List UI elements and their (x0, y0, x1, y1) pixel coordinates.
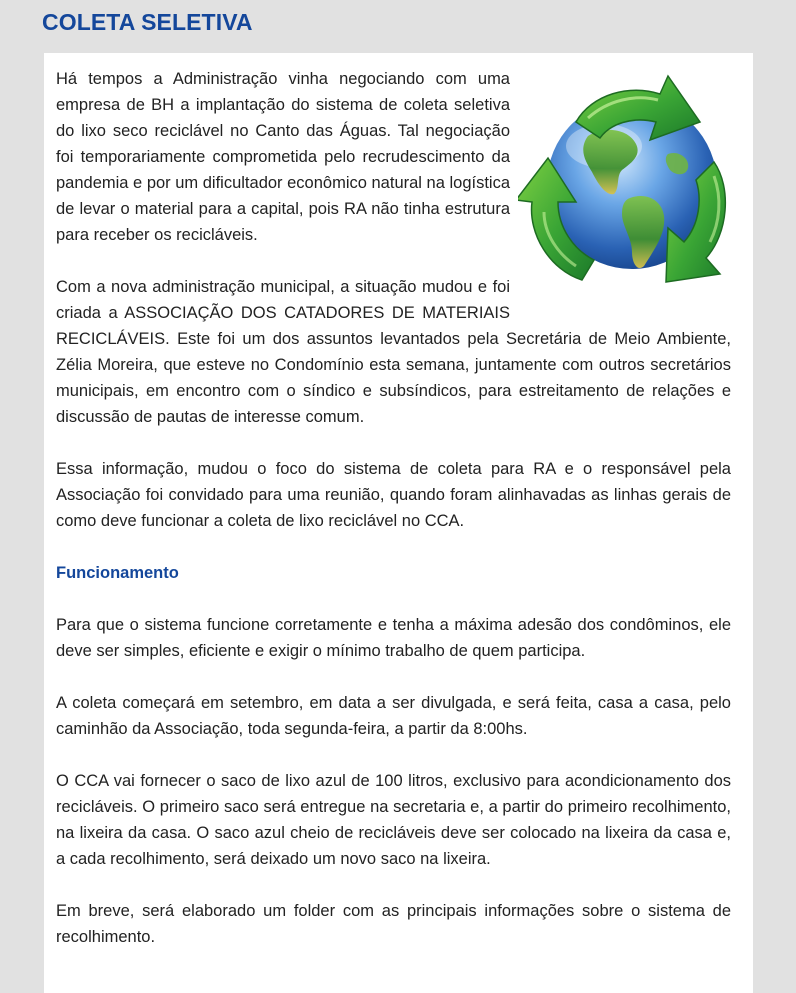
paragraph-section-2: A coleta começará em setembro, em data a ser divulgada, e será feita, casa a casa, pelo caminhão da Associação, toda segunda-feira, a partir da 8:00hs. (56, 694, 731, 738)
recycle-globe-icon (518, 66, 748, 306)
recycle-globe-image (518, 66, 748, 306)
paragraph-section-4: Em breve, será elaborado um folder com as principais informações sobre o sistema de recolhimento. (56, 902, 731, 946)
paragraph-section-1: Para que o sistema funcione corretamente e tenha a máxima adesão dos condôminos, ele deve ser simples, eficiente e exigir o mínimo trabalho de quem participa. (56, 616, 731, 660)
section-heading-funcionamento: Funcionamento (56, 564, 179, 582)
paragraph-intro-1: Há tempos a Administração vinha negociando com uma empresa de BH a implantação do sistema de coleta seletiva do lixo seco reciclável no Canto das Águas. Tal negociação foi temporariamente comprometida pelo recrudescimento da pandemia e por um dificultador econômico natural na logística de levar o material para a capital, pois RA não tinha estrutura para receber os recicláveis. (56, 70, 511, 244)
article-body (56, 66, 731, 976)
paragraph-intro-2: Com a nova administração municipal, a situação mudou e foi criada a ASSOCIAÇÃO DOS CATADORES DE MATERIAIS RECICLÁVEIS. Este foi um dos assuntos levantados pela Secretária de Meio Ambiente, Zélia Moreira, que esteve no Condomínio esta semana, juntamente com outros secretários municipais, em encontro com o síndico e subsíndicos, para estreitamento de relações e discussão de pautas de interesse comum. (56, 278, 731, 426)
page-title: COLETA SELETIVA (42, 9, 253, 35)
article-card (44, 53, 753, 993)
paragraph-section-3: O CCA vai fornecer o saco de lixo azul de 100 litros, exclusivo para acondicionamento dos recicláveis. O primeiro saco será entregue na secretaria e, a partir do primeiro recolhimento, na lixeira da casa. O saco azul cheio de recicláveis deve ser colocado na lixeira da casa e, a cada recolhimento, será deixado um novo saco na lixeira. (56, 772, 731, 868)
paragraph-intro-3: Essa informação, mudou o foco do sistema de coleta para RA e o responsável pela Associação foi convidado para uma reunião, quando foram alinhavadas as linhas gerais de como deve funcionar a coleta de lixo reciclável no CCA. (56, 460, 731, 530)
